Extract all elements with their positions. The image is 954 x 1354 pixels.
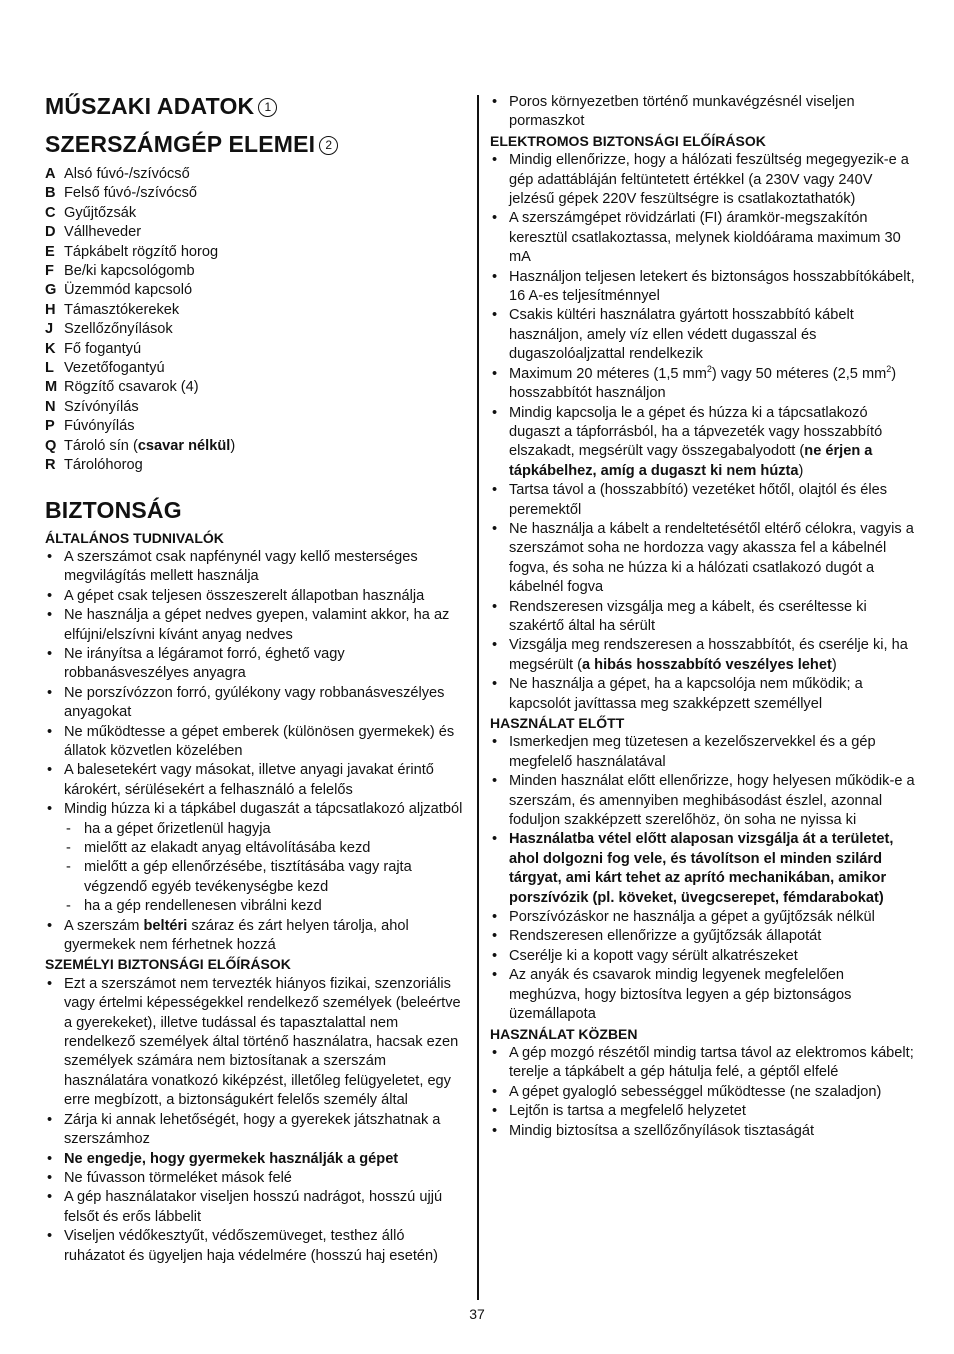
part-item: M Rögzítő csavarok (4): [45, 379, 199, 396]
list-item: • Viseljen védőkesztyűt, védőszemüveget, testhez álló ruházatot és ügyeljen haja védelmére (hosszú haj esetén): [45, 1227, 467, 1266]
part-item: L Vezetőfogantyú: [45, 360, 165, 377]
safety-heading: BIZTONSÁG: [45, 496, 182, 523]
part-item: A Alsó fúvó-/szívócső: [45, 166, 190, 182]
right-column: [490, 93, 915, 1141]
list-item: • Mindig húzza ki a tápkábel dugaszát a tápcsatlakozó aljzatból - ha a gépet őrizetlenül hagyja - mielőtt az elakadt anyag eltávolításába kezd - mielőtt a gép ellenőrzésébe, tisztításába vagy rajta végzendő egyéb tevékenységbe kezd - ha a gép rendellenesen vibrálni kezd: [45, 800, 467, 916]
dash-list: [64, 820, 467, 917]
part-item: F Be/ki kapcsológomb: [45, 263, 195, 280]
parts-heading: [45, 130, 467, 158]
list-item: • A gépet csak teljesen összeszerelt állapotban használja: [45, 587, 467, 606]
list-item: • A balesetekért vagy másokat, illetve anyagi javakat érintő károkért, sérülésekért a felhasználó a felelős: [45, 761, 467, 800]
list-item: • Ne használja a gépet nedves gyepen, valamint akkor, ha az elfújni/elszívni kívánt anyag nedves: [45, 606, 467, 645]
column-divider: [477, 95, 479, 1300]
part-item: Q Tároló sín (csavar nélkül): [45, 437, 236, 454]
figure-ref-1: 1: [258, 98, 277, 117]
part-item: R Tárolóhorog: [45, 457, 143, 474]
dash-item: - mielőtt az elakadt anyag eltávolításába kezd: [64, 839, 467, 858]
list-item: • Vizsgálja meg rendszeresen a hosszabbítót, és cserélje ki, ha megsérült (a hibás hosszabbító veszélyes lehet): [490, 636, 915, 675]
list-item: • Maximum 20 méteres (1,5 $mm^2$) vagy 50 méteres (2,5 $mm^2$) hosszabbítót használjon: [490, 365, 915, 404]
list-item: • A gép mozgó részétől mindig tartsa távol az elektromos kábelt; terelje a tápkábelt a gép hátulja felé, a géptől elfelé: [490, 1044, 915, 1083]
personal-list: [45, 975, 467, 1266]
tech-data-title: MŰSZAKI ADATOK: [45, 93, 255, 119]
list-item: • Ne engedje, hogy gyermekek használják a gépet: [45, 1150, 467, 1169]
part-item: D Vállheveder: [45, 224, 142, 241]
part-item: C Gyűjtőzsák: [45, 204, 137, 221]
part-item: J Szellőzőnyílások: [45, 321, 173, 338]
left-column: [45, 92, 467, 1266]
part-item: G Üzemmód kapcsoló: [45, 282, 193, 299]
list-item: • A gép használatakor viseljen hosszú nadrágot, hosszú ujjú felsőt és erős lábbelit: [45, 1188, 467, 1227]
part-item: E Tápkábelt rögzítő horog: [45, 243, 219, 260]
list-item: • Rendszeresen ellenőrizze a gyűjtőzsák állapotát: [490, 927, 915, 946]
list-item: • Mindig biztosítsa a szellőzőnyílások tisztaságát: [490, 1122, 915, 1141]
part-item: K Fő fogantyú: [45, 340, 142, 357]
personal-list-continued: [490, 93, 915, 132]
during-use-heading: HASZNÁLAT KÖZBEN: [490, 1025, 638, 1042]
list-item: • Ne működtesse a gépet emberek (különösen gyermekek) és állatok közvetlen közelében: [45, 723, 467, 762]
tech-data-heading: [45, 92, 467, 120]
list-item: • Használatba vétel előtt alaposan vizsgálja át a területet, ahol dolgozni fog vele, és távolítson el minden szilárd tárgyat, ami kárt tehet az aprító mechanikában, amikor porszívózik (pl. köveket, üvegcserepet, fémdarabokat): [490, 830, 915, 908]
dash-item: - mielőtt a gép ellenőrzésébe, tisztításába vagy rajta végzendő egyéb tevékenységbe kezd: [64, 858, 467, 897]
list-item: • A szerszámgépet rövidzárlati (FI) áramkör-megszakítón keresztül csatlakoztassa, melynek kioldóárama maximum 30 mA: [490, 209, 915, 267]
figure-ref-2: 2: [319, 136, 338, 155]
list-item: • Cserélje ki a kopott vagy sérült alkatrészeket: [490, 947, 915, 966]
personal-heading: SZEMÉLYI BIZTONSÁGI ELŐÍRÁSOK: [45, 956, 291, 973]
list-item: • A szerszámot csak napfénynél vagy kellő mesterséges megvilágítás mellett használja: [45, 548, 467, 587]
list-item: • Mindig kapcsolja le a gépet és húzza ki a tápcsatlakozó dugaszt a tápforrásból, ha a tápvezeték vagy hosszabbító elszakadt, megsérült vagy összegabalyodott (ne érjen a tápkábelhez, amíg a dugaszt ki nem húzta): [490, 404, 915, 482]
electrical-heading: ELEKTROMOS BIZTONSÁGI ELŐÍRÁSOK: [490, 132, 766, 149]
part-item: P Fúvónyílás: [45, 418, 135, 435]
list-item: • Ezt a szerszámot nem tervezték hiányos fizikai, szenzoriális vagy értelmi képességekkel rendelkező személyek (beleértve a gyerekeket), illetve tudással és tapasztalattal nem rendelkező személyek által történő használatra, hacsak ezen személyek számára nem biztosítanak a szerszám használatára vonatkozó kiképzést, illetőleg felügyeletet, egy erre megbízott, a biztonságukért felelős személy által: [45, 975, 467, 1111]
before-use-list: [490, 733, 915, 1024]
part-item: B Felső fúvó-/szívócső: [45, 185, 198, 202]
page-number: 37: [469, 1306, 485, 1322]
list-item: • Csakis kültéri használatra gyártott hosszabbító kábelt használjon, amely víz ellen védett dugasszal és dugaszolóaljzattal rendelkezik: [490, 306, 915, 364]
electrical-list: [490, 151, 915, 714]
list-item: • Ne porszívózzon forró, gyúlékony vagy robbanásveszélyes anyagokat: [45, 684, 467, 723]
list-item: • Az anyák és csavarok mindig legyenek megfelelően meghúzva, hogy biztosítva legyen a gép biztonságos üzemállapota: [490, 966, 915, 1024]
general-list: [45, 548, 467, 956]
list-item: • Lejtőn is tartsa a megfelelő helyzetet: [490, 1102, 915, 1121]
part-item: N Szívónyílás: [45, 398, 139, 415]
during-use-list: [490, 1044, 915, 1141]
list-item: • Ne használja a gépet, ha a kapcsolója nem működik; a kapcsolót javíttassa meg szakképzett személlyel: [490, 675, 915, 714]
list-item: • Zárja ki annak lehetőségét, hogy a gyerekek játszhatnak a szerszámhoz: [45, 1111, 467, 1150]
list-item: • Ismerkedjen meg tüzetesen a kezelőszervekkel és a gép megfelelő használatával: [490, 733, 915, 772]
parts-title: SZERSZÁMGÉP ELEMEI: [45, 131, 316, 157]
list-item: • Ne használja a kábelt a rendeltetésétől eltérő célokra, vagyis a szerszámot soha ne hordozza vagy akassza fel a kábelnél fogva, és soha ne húzza ki a hálózati csatlakozó dugót a kábelnél fogva: [490, 520, 915, 598]
list-item: • Ne irányítsa a légáramot forró, éghető vagy robbanásveszélyes anyagra: [45, 645, 467, 684]
list-item: • Használjon teljesen letekert és biztonságos hosszabbítókábelt, 16 A-es teljesítménnyel: [490, 268, 915, 307]
parts-list: [45, 165, 467, 476]
before-use-heading: HASZNÁLAT ELŐTT: [490, 715, 625, 731]
list-item: • A szerszám beltéri száraz és zárt helyen tárolja, ahol gyermekek nem férhetnek hozzá: [45, 917, 467, 956]
list-item: • Porszívózáskor ne használja a gépet a gyűjtőzsák nélkül: [490, 908, 915, 927]
list-item: • Tartsa távol a (hosszabbító) vezetéket hőtől, olajtól és éles peremektől: [490, 481, 915, 520]
dash-item: - ha a gép rendellenesen vibrálni kezd: [64, 897, 467, 916]
list-item: • Ne fúvasson törmeléket mások felé: [45, 1169, 467, 1188]
list-item: • A gépet gyalogló sebességgel működtesse (ne szaladjon): [490, 1083, 915, 1102]
dash-item: - ha a gépet őrizetlenül hagyja: [64, 820, 467, 839]
list-item: • Rendszeresen vizsgálja meg a kábelt, és cseréltesse ki szakértő által ha sérült: [490, 598, 915, 637]
general-heading: ÁLTALÁNOS TUDNIVALÓK: [45, 529, 224, 546]
list-item: • Mindig ellenőrizze, hogy a hálózati feszültség megegyezik-e a gép adattábláján feltüntetett értékkel (a 230V vagy 240V jelzésű gépek 220V feszültségre is csatlakoztathatók): [490, 151, 915, 209]
list-item: • Poros környezetben történő munkavégzésnél viseljen pormaszkot: [490, 93, 915, 132]
part-item: H Támasztókerekek: [45, 301, 180, 318]
list-item: • Minden használat előtt ellenőrizze, hogy helyesen működik-e a szerszám, és amennyiben meghibásodást észlel, azonnal foduljon szakképzett szerelőhöz, ön soha ne nyissa ki: [490, 772, 915, 830]
